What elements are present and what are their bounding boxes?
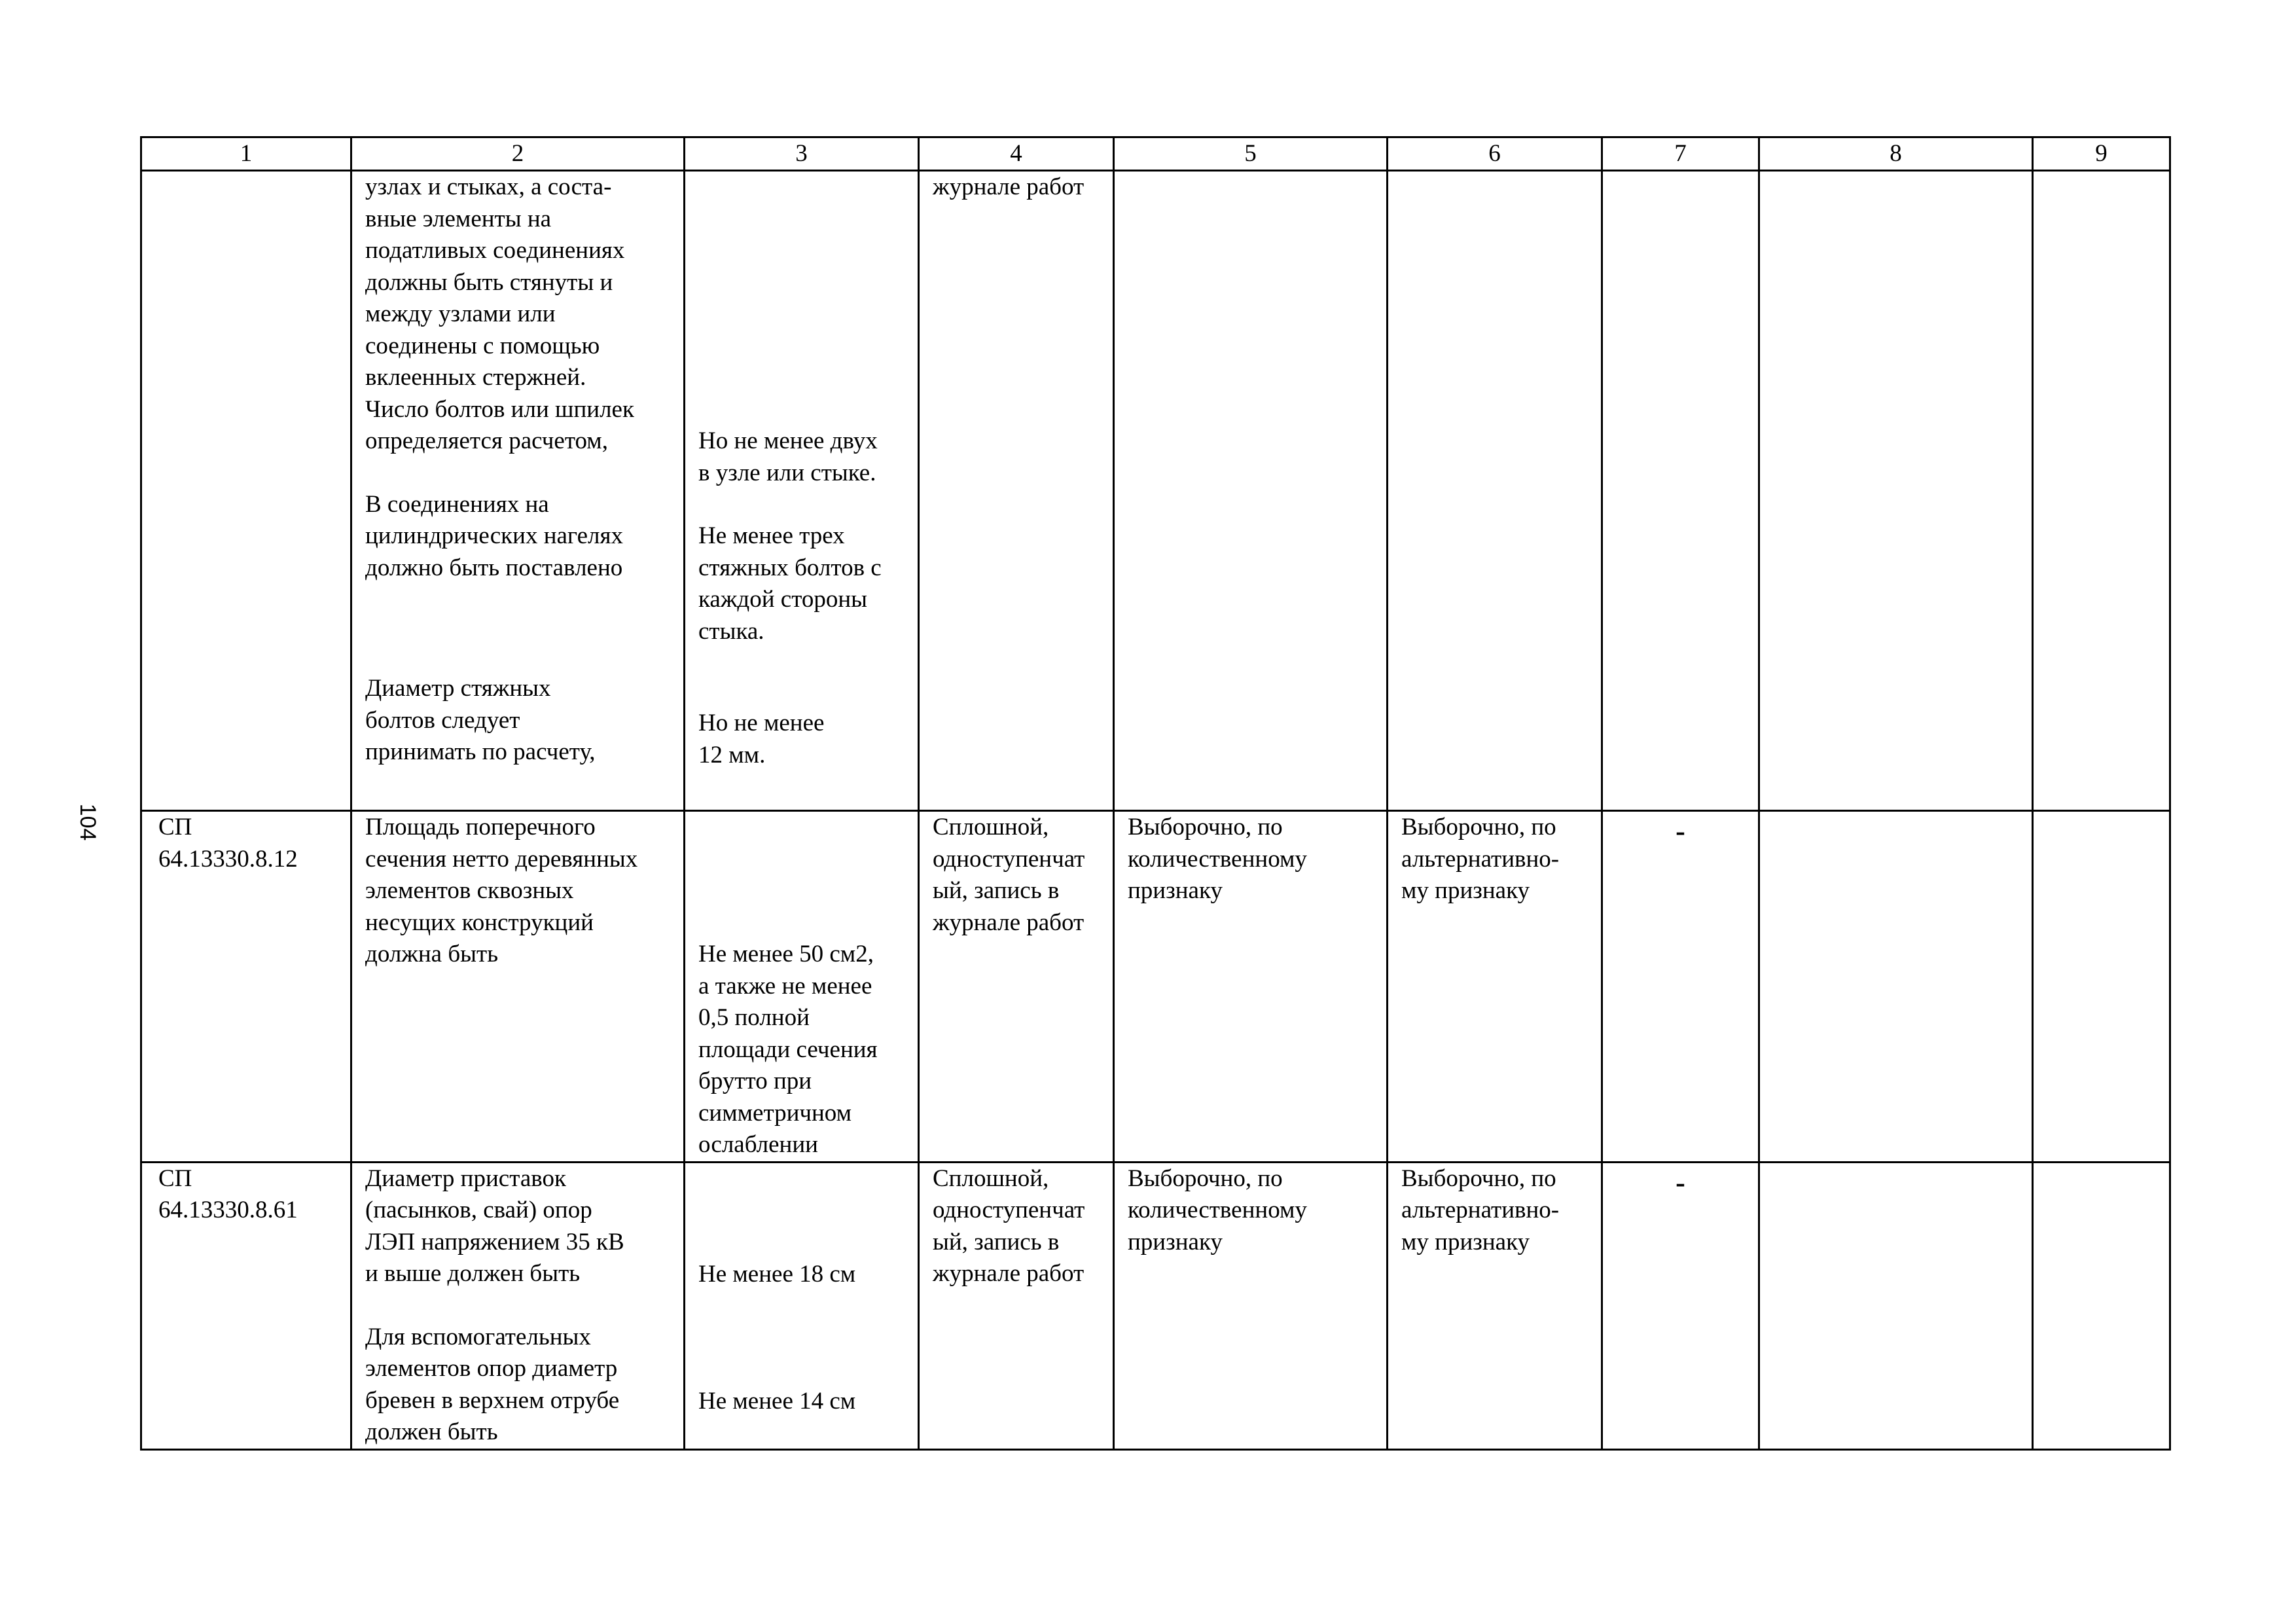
cell-col5: Выборочно, по количественному признаку (1114, 1162, 1388, 1449)
cell-col9 (2033, 1162, 2170, 1449)
cell-col7 (1602, 171, 1759, 811)
requirements-table (140, 136, 2171, 1451)
cell-text-block: Диаметр приставок (пасынков, свай) опор ЛЭП напряжением 35 кВ и выше должен быть (365, 1164, 624, 1287)
cell-text-block: Не менее 50 см2, а также не менее 0,5 полной площади сечения брутто при симметричном ослаблении (698, 941, 878, 1158)
table-row (141, 171, 2170, 811)
header-cell-1: 1 (141, 137, 351, 171)
cell-col2 (351, 1162, 685, 1449)
cell-col4: журнале работ (919, 171, 1114, 811)
cell-col6: Выборочно, по альтернативно- му признаку (1388, 811, 1602, 1163)
cell-col9 (2033, 171, 2170, 811)
cell-col7: - (1602, 811, 1759, 1163)
cell-col6: Выборочно, по альтернативно- му признаку (1388, 1162, 1602, 1449)
cell-col8 (1759, 1162, 2033, 1449)
cell-col2: Площадь поперечного сечения нетто деревянных элементов сквозных несущих конструкций должна быть (351, 811, 685, 1163)
cell-col6 (1388, 171, 1602, 811)
header-cell-9: 9 (2033, 137, 2170, 171)
cell-col1: СП 64.13330.8.12 (141, 811, 351, 1163)
header-cell-2: 2 (351, 137, 685, 171)
cell-col3 (685, 1162, 919, 1449)
cell-text-block: В соединениях на цилиндрических нагелях должно быть поставлено (365, 490, 624, 581)
cell-col5: Выборочно, по количественному признаку (1114, 811, 1388, 1163)
cell-col1 (141, 171, 351, 811)
header-cell-7: 7 (1602, 137, 1759, 171)
cell-col3 (685, 811, 919, 1163)
cell-text-block: Для вспомогательных элементов опор диаметр бревен в верхнем отрубе должен быть (365, 1323, 620, 1445)
header-cell-6: 6 (1388, 137, 1602, 171)
header-cell-3: 3 (685, 137, 919, 171)
header-cell-4: 4 (919, 137, 1114, 171)
cell-text-block: Не менее 14 см (698, 1388, 856, 1415)
cell-text-block: узлах и стыках, а соста- вные элементы на податливых соединениях должны быть стянуты и между узлами или соединены с помощью вклеенных стержней. Число болтов или шпилек определяется расчетом, (365, 173, 634, 454)
header-row (141, 137, 2170, 171)
cell-col4: Сплошной, одноступенчат ый, запись в журнале работ (919, 1162, 1114, 1449)
cell-text-block: Диаметр стяжных болтов следует принимать по расчету, (365, 675, 596, 765)
cell-text-block: Но не менее двух в узле или стыке. (698, 427, 878, 486)
cell-col9 (2033, 811, 2170, 1163)
table-row (141, 811, 2170, 1163)
cell-col3 (685, 171, 919, 811)
cell-col2 (351, 171, 685, 811)
cell-text-block: Не менее 18 см (698, 1260, 856, 1288)
cell-col4: Сплошной, одноступенчат ый, запись в журнале работ (919, 811, 1114, 1163)
header-cell-5: 5 (1114, 137, 1388, 171)
cell-col8 (1759, 171, 2033, 811)
table-row (141, 1162, 2170, 1449)
cell-col7: - (1602, 1162, 1759, 1449)
cell-text-block: Не менее трех стяжных болтов с каждой стороны стыка. (698, 522, 882, 645)
page-number: 104 (75, 803, 100, 841)
cell-col1: СП 64.13330.8.61 (141, 1162, 351, 1449)
cell-text-block: Но не менее 12 мм. (698, 710, 825, 768)
cell-col5 (1114, 171, 1388, 811)
cell-col8 (1759, 811, 2033, 1163)
header-cell-8: 8 (1759, 137, 2033, 171)
